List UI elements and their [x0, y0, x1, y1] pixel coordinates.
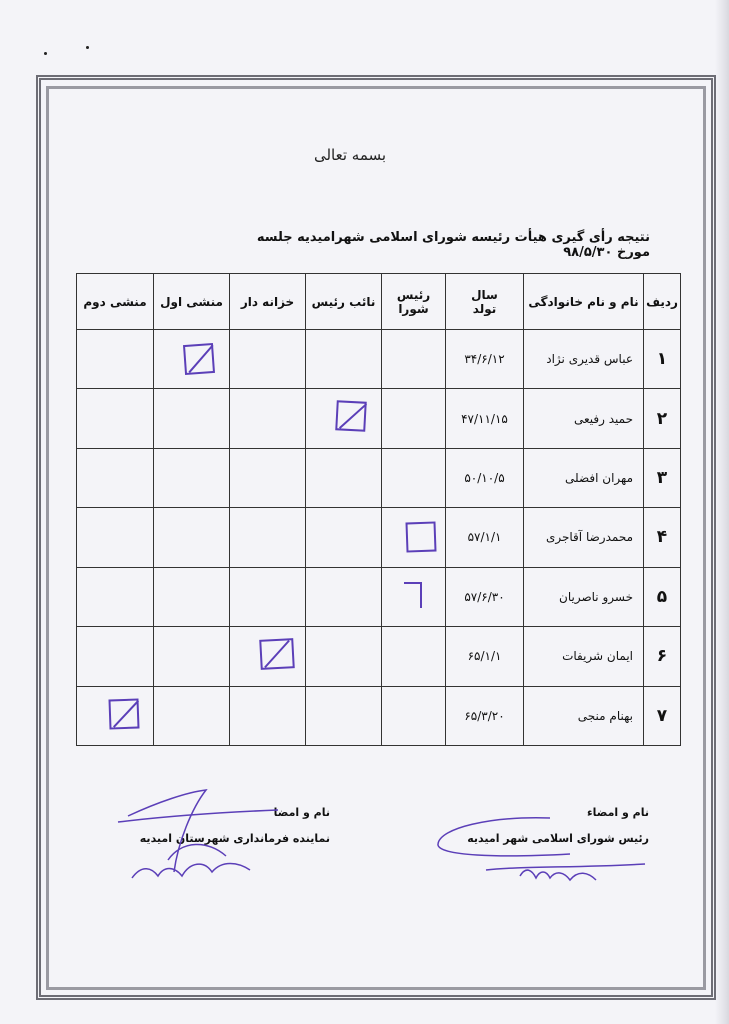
- speck: [86, 46, 89, 49]
- table-row: [77, 627, 681, 686]
- row-name: محمدرضا آقاجری: [524, 508, 644, 567]
- chairman-signature-scribble: [430, 808, 660, 888]
- column-header-deputy: نائب رئیس: [306, 274, 382, 330]
- vote-cell-chair: [382, 686, 446, 745]
- vote-cell-secretary1: [154, 508, 230, 567]
- row-index: ۲: [644, 389, 681, 448]
- row-index: ۷: [644, 686, 681, 745]
- governor-rep-signature-scribble: [108, 782, 288, 892]
- checkbox-mark-icon: [335, 401, 367, 433]
- vote-cell-deputy: [306, 567, 382, 626]
- vote-cell-deputy: [306, 330, 382, 389]
- signature-title: نماینده فرمانداری شهرستان امیدیه: [139, 832, 330, 845]
- column-header-treasurer: خزانه دار: [230, 274, 306, 330]
- vote-cell-chair: [382, 330, 446, 389]
- row-birth: ۳۴/۶/۱۲: [446, 330, 524, 389]
- row-name: خسرو ناصریان: [524, 567, 644, 626]
- row-birth: ۵۷/۶/۳۰: [446, 567, 524, 626]
- vote-cell-treasurer: [230, 686, 306, 745]
- vote-cell-secretary2: [77, 389, 154, 448]
- vote-cell-treasurer: [230, 330, 306, 389]
- row-index: ۴: [644, 508, 681, 567]
- row-name: مهران افضلی: [524, 448, 644, 507]
- table-row: [77, 330, 681, 389]
- vote-table: [76, 273, 681, 746]
- column-header-birth-line1: سال: [471, 287, 498, 302]
- vote-cell-secretary1: [154, 330, 230, 389]
- column-header-birth-line2: تولد: [472, 301, 497, 316]
- signature-label: نام و امضاء: [587, 806, 649, 819]
- table-header-row: [77, 274, 681, 330]
- vote-cell-treasurer: [230, 627, 306, 686]
- row-name: عباس قدیری نژاد: [524, 330, 644, 389]
- row-birth: ۶۵/۱/۱: [446, 627, 524, 686]
- column-header-name: نام و نام خانوادگی: [524, 274, 644, 330]
- table-row: [77, 686, 681, 745]
- row-name: حمید رفیعی: [524, 389, 644, 448]
- column-header-chair-line1: رئیس: [396, 287, 431, 302]
- vote-cell-secretary2: [77, 627, 154, 686]
- vote-cell-treasurer: [230, 448, 306, 507]
- row-index: ۶: [644, 627, 681, 686]
- vote-cell-deputy: [306, 627, 382, 686]
- vote-cell-chair: [382, 448, 446, 507]
- row-index: ۱: [644, 330, 681, 389]
- vote-cell-treasurer: [230, 389, 306, 448]
- vote-cell-deputy: [306, 686, 382, 745]
- vote-cell-secretary2: [77, 508, 154, 567]
- signature-label: نام و امضا: [273, 806, 330, 819]
- vote-cell-secretary1: [154, 389, 230, 448]
- vote-cell-secretary1: [154, 448, 230, 507]
- tick-mark-icon: [404, 582, 422, 608]
- table-row: [77, 567, 681, 626]
- page-fold: [715, 0, 729, 1024]
- vote-cell-secretary1: [154, 686, 230, 745]
- vote-cell-treasurer: [230, 508, 306, 567]
- checkbox-mark-icon: [259, 638, 295, 670]
- column-header-birth: [446, 274, 524, 330]
- speck: [44, 52, 47, 55]
- column-header-secretary1: منشی اول: [154, 274, 230, 330]
- vote-cell-deputy: [306, 389, 382, 448]
- signature-title: رئیس شورای اسلامی شهر امیدیه: [467, 832, 649, 845]
- column-header-index: ردیف: [644, 274, 681, 330]
- vote-cell-chair: [382, 508, 446, 567]
- vote-cell-secretary2: [77, 448, 154, 507]
- table-row: [77, 508, 681, 567]
- vote-cell-chair: [382, 627, 446, 686]
- column-header-secretary2: منشی دوم: [77, 274, 154, 330]
- vote-cell-deputy: [306, 448, 382, 507]
- checkbox-mark-icon: [405, 522, 436, 553]
- checkbox-mark-icon: [108, 698, 139, 729]
- vote-cell-secretary1: [154, 627, 230, 686]
- vote-cell-chair: [382, 567, 446, 626]
- vote-cell-deputy: [306, 508, 382, 567]
- vote-cell-secretary2: [77, 330, 154, 389]
- column-header-chair: [382, 274, 446, 330]
- row-birth: ۶۵/۳/۲۰: [446, 686, 524, 745]
- vote-cell-secretary2: [77, 567, 154, 626]
- document-title: نتیجه رأی گیری هیأت رئیسه شورای اسلامی شهرامیدیه جلسه مورخ ۹۸/۵/۳۰: [256, 230, 650, 260]
- vote-cell-treasurer: [230, 567, 306, 626]
- vote-cell-secretary1: [154, 567, 230, 626]
- row-index: ۳: [644, 448, 681, 507]
- table-row: [77, 448, 681, 507]
- column-header-chair-line2: شورا: [398, 301, 429, 316]
- row-index: ۵: [644, 567, 681, 626]
- vote-cell-chair: [382, 389, 446, 448]
- vote-cell-secretary2: [77, 686, 154, 745]
- bismillah-heading: بسمه تعالی: [313, 146, 387, 164]
- row-birth: ۵۰/۱۰/۵: [446, 448, 524, 507]
- row-name: بهنام منجی: [524, 686, 644, 745]
- table-row: [77, 389, 681, 448]
- row-birth: ۴۷/۱۱/۱۵: [446, 389, 524, 448]
- row-birth: ۵۷/۱/۱: [446, 508, 524, 567]
- row-name: ایمان شریفات: [524, 627, 644, 686]
- checkbox-mark-icon: [183, 343, 215, 375]
